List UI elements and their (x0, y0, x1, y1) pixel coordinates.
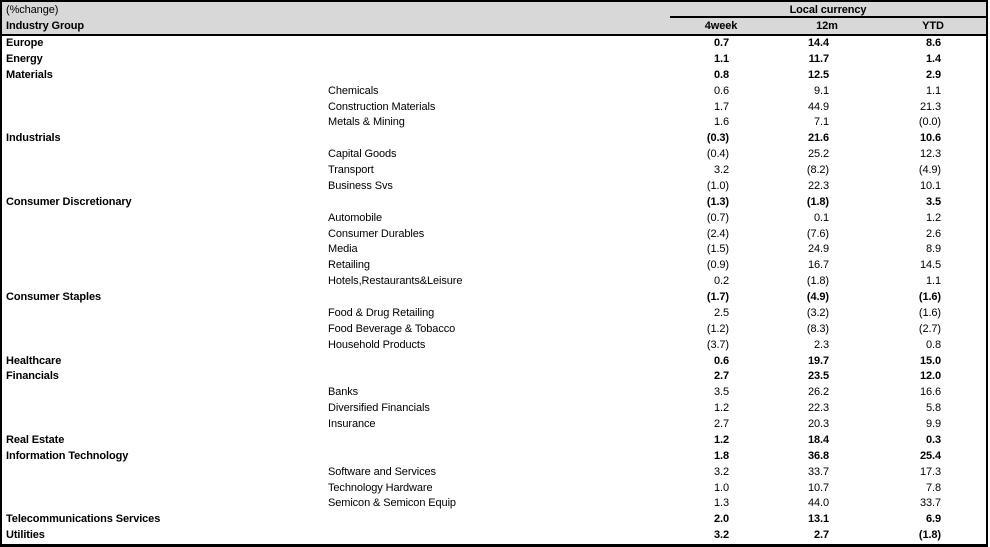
value-ytd: 25.4 (919, 449, 941, 462)
industry-label: Diversified Financials (328, 402, 430, 415)
value-4week: 3.2 (714, 164, 729, 176)
value-12m: 22.3 (807, 402, 829, 415)
value-ytd: 33.7 (919, 497, 941, 510)
value-4week: (1.5) (706, 243, 729, 256)
value-ytd: (0.0) (918, 116, 941, 129)
value-12m: 14.4 (807, 37, 829, 49)
value-ytd: 3.5 (926, 195, 941, 208)
table-row (2, 274, 986, 290)
value-12m: (8.3) (806, 322, 829, 335)
industry-label: Financials (6, 370, 59, 383)
value-12m: 22.3 (807, 179, 829, 192)
value-ytd: 12.3 (919, 148, 941, 161)
value-12m: 13.1 (807, 513, 829, 526)
value-12m: 26.2 (807, 386, 829, 399)
table-row (2, 369, 986, 385)
value-12m: 23.5 (807, 370, 829, 383)
value-ytd: 10.6 (919, 132, 941, 145)
industry-label: Consumer Discretionary (6, 195, 132, 208)
column-header-12m: 12m (816, 20, 838, 32)
value-12m: (8.2) (806, 164, 829, 176)
industry-label: Hotels,Restaurants&Leisure (328, 275, 463, 288)
currency-group-header: Local currency (670, 2, 986, 18)
column-headers (668, 18, 986, 34)
value-4week: 1.1 (714, 52, 729, 65)
value-12m: 33.7 (807, 465, 829, 478)
industry-label: Consumer Staples (6, 291, 101, 303)
value-4week: 3.2 (714, 529, 729, 542)
table-row (2, 417, 986, 433)
industry-label: Automobile (328, 211, 383, 224)
value-ytd: 21.3 (919, 100, 941, 113)
table-row (2, 100, 986, 116)
table-row (2, 36, 986, 52)
value-12m: (1.8) (806, 195, 829, 208)
value-4week: (3.7) (706, 338, 729, 351)
industry-label: Metals & Mining (328, 116, 405, 129)
value-12m: 12.5 (807, 68, 829, 81)
industry-label: Real Estate (6, 433, 65, 446)
value-4week: 0.6 (714, 354, 729, 367)
value-4week: (1.7) (706, 291, 729, 303)
industry-label: Materials (6, 68, 53, 81)
table-row (2, 52, 986, 68)
value-4week: (0.3) (706, 132, 729, 145)
value-4week: 0.7 (714, 37, 729, 49)
value-ytd: (4.9) (918, 164, 941, 176)
value-4week: 1.7 (714, 100, 729, 113)
value-ytd: (2.7) (918, 322, 941, 335)
table-row (2, 433, 986, 449)
header-row-top (2, 2, 986, 18)
industry-label: Utilities (6, 529, 45, 542)
value-12m: 20.3 (807, 418, 829, 430)
industry-label: Capital Goods (328, 148, 397, 161)
industry-label: Food & Drug Retailing (328, 306, 435, 319)
value-12m: 7.1 (814, 116, 829, 129)
industry-label: Industrials (6, 132, 61, 145)
value-ytd: 2.6 (926, 227, 941, 240)
table-row (2, 465, 986, 481)
value-ytd: 17.3 (919, 465, 941, 478)
table-row (2, 338, 986, 354)
value-12m: 10.7 (807, 481, 829, 494)
value-4week: 1.8 (714, 449, 729, 462)
table-row (2, 290, 986, 306)
column-header-4week: 4week (704, 20, 738, 32)
value-12m: 44.9 (807, 100, 829, 113)
value-4week: (1.2) (706, 322, 729, 335)
value-4week: 2.7 (714, 418, 729, 430)
value-ytd: 1.2 (926, 211, 941, 224)
industry-label: Food Beverage & Tobacco (328, 322, 456, 335)
value-4week: (1.3) (706, 195, 729, 208)
value-4week: 3.5 (714, 386, 729, 399)
value-ytd: 10.1 (919, 179, 941, 192)
table-row (2, 512, 986, 528)
value-12m: (7.6) (806, 227, 829, 240)
value-12m: 9.1 (814, 84, 829, 97)
industry-label: Business Svs (328, 179, 393, 192)
value-ytd: (1.6) (918, 291, 941, 303)
industry-label: Media (328, 243, 358, 256)
value-ytd: 12.0 (919, 370, 941, 383)
value-12m: 19.7 (807, 354, 829, 367)
table-row (2, 449, 986, 465)
table-row (2, 227, 986, 243)
value-4week: (0.4) (706, 148, 729, 161)
table-row (2, 354, 986, 370)
value-ytd: 8.9 (926, 243, 941, 256)
value-ytd: (1.6) (918, 306, 941, 319)
value-ytd: 15.0 (919, 354, 941, 367)
value-4week: 2.5 (714, 306, 729, 319)
industry-label: Transport (328, 164, 374, 176)
table-row (2, 195, 986, 211)
value-4week: 1.6 (714, 116, 729, 129)
industry-label: Chemicals (328, 84, 379, 97)
value-12m: 36.8 (807, 449, 829, 462)
table-row (2, 211, 986, 227)
value-12m: 24.9 (807, 243, 829, 256)
value-4week: (2.4) (706, 227, 729, 240)
table-row (2, 481, 986, 497)
table-header (2, 2, 986, 36)
value-ytd: 8.6 (926, 37, 941, 49)
value-12m: 2.3 (814, 338, 829, 351)
value-ytd: 1.1 (926, 275, 941, 288)
industry-label: Banks (328, 386, 359, 399)
table-body (2, 36, 986, 544)
table-row (2, 401, 986, 417)
value-12m: 18.4 (807, 433, 829, 446)
table-row (2, 163, 986, 179)
industry-label: Technology Hardware (328, 481, 433, 494)
row-header-label: Industry Group (6, 20, 85, 32)
value-ytd: 16.6 (919, 386, 941, 399)
value-ytd: 1.4 (926, 52, 941, 65)
value-ytd: 9.9 (926, 418, 941, 430)
value-4week: 1.2 (714, 402, 729, 415)
value-4week: (1.0) (706, 179, 729, 192)
value-ytd: 2.9 (926, 68, 941, 81)
industry-label: Household Products (328, 338, 426, 351)
value-12m: (3.2) (806, 306, 829, 319)
unit-label: (%change) (6, 4, 59, 16)
value-12m: 25.2 (807, 148, 829, 161)
value-ytd: 7.8 (926, 481, 941, 494)
value-ytd: 1.1 (926, 84, 941, 97)
value-ytd: (1.8) (918, 529, 941, 542)
value-4week: 2.0 (714, 513, 729, 526)
column-header-ytd: YTD (922, 20, 944, 32)
table-row (2, 179, 986, 195)
value-ytd: 0.8 (926, 338, 941, 351)
industry-label: Retailing (328, 259, 370, 272)
industry-label: Telecommunications Services (6, 513, 161, 526)
industry-label: Energy (6, 52, 43, 65)
industry-label: Construction Materials (328, 100, 436, 113)
value-ytd: 6.9 (926, 513, 941, 526)
value-ytd: 0.3 (926, 433, 941, 446)
table-row (2, 496, 986, 512)
table-row (2, 147, 986, 163)
table-row (2, 306, 986, 322)
value-4week: 1.3 (714, 497, 729, 510)
industry-label: Semicon & Semicon Equip (328, 497, 456, 510)
value-12m: 16.7 (807, 259, 829, 272)
value-4week: 2.7 (714, 370, 729, 383)
value-4week: 3.2 (714, 465, 729, 478)
industry-label: Software and Services (328, 465, 436, 478)
table-row (2, 68, 986, 84)
value-ytd: 14.5 (919, 259, 941, 272)
value-4week: 0.6 (714, 84, 729, 97)
table-row (2, 528, 986, 544)
value-4week: (0.7) (706, 211, 729, 224)
value-4week: 0.8 (714, 68, 729, 81)
value-12m: 2.7 (814, 529, 829, 542)
value-4week: (0.9) (706, 259, 729, 272)
value-12m: 44.0 (807, 497, 829, 510)
table-row (2, 242, 986, 258)
industry-label: Information Technology (6, 449, 129, 462)
value-12m: 0.1 (814, 211, 829, 224)
value-4week: 0.2 (714, 275, 729, 288)
table-row (2, 115, 986, 131)
value-ytd: 5.8 (926, 402, 941, 415)
value-12m: 11.7 (808, 52, 829, 65)
value-4week: 1.2 (714, 433, 729, 446)
header-row-columns (2, 18, 986, 34)
table-row (2, 385, 986, 401)
table-row (2, 258, 986, 274)
industry-label: Europe (6, 37, 44, 49)
table-row (2, 131, 986, 147)
value-12m: 21.6 (807, 132, 829, 145)
value-12m: (4.9) (806, 291, 829, 303)
industry-label: Insurance (328, 418, 376, 430)
value-12m: (1.8) (806, 275, 829, 288)
industry-label: Healthcare (6, 354, 62, 367)
table-row (2, 84, 986, 100)
industry-label: Consumer Durables (328, 227, 425, 240)
value-4week: 1.0 (714, 481, 729, 494)
table-row (2, 322, 986, 338)
